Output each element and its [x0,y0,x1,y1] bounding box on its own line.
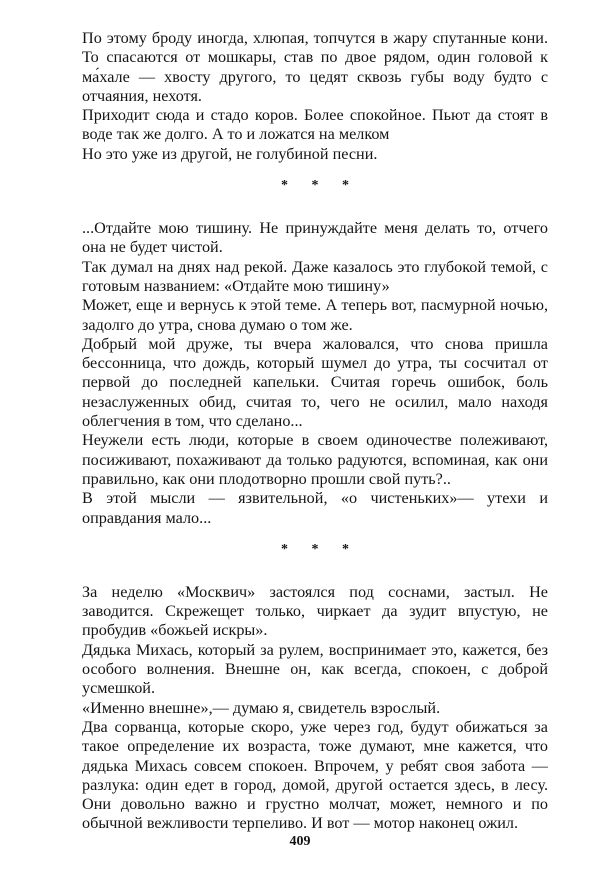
section-1 [82,29,548,164]
paragraph: ...Отдайте мою тишину. Не принуждайте меня делать то, отчего она не будет чистой. [82,219,548,257]
paragraph: Но это уже из другой, не голубиной песни. [82,144,378,163]
paragraph: Может, еще и вернусь к этой теме. А теперь вот, пасмурной ночью, задолго до утра, снова думаю о том же. [82,296,548,334]
paragraph: «Именно внешне»,— думаю я, свидетель взрослый. [82,698,441,717]
paragraph: В этой мысли — язвительной, «о чистеньких»— утехи и оправдания мало... [82,489,548,527]
paragraph: По этому броду иногда, хлюпая, топчутся в жару спутанные кони. То спасаются от мошкары, став по двое рядом, один головой к ма́хале — хвосту другого, то цедят сквозь губы воду будто с отчаяния, нехотя. [82,29,548,105]
section-separator: * * * [281,541,359,557]
paragraph: Дядька Михась, который за рулем, воспринимает это, кажется, без особого волнения. Внешне он, как всегда, спокоен, с доброй усмешкой. [82,640,548,698]
paragraph: Добрый мой друже, ты вчера жаловался, что снова пришла бессонница, что дождь, который шумел до утра, ты сосчитал от первой до последней капельки. Считая горечь ошибок, боль незаслуженных обид, считая то, чего не осилил, мало находя облегчения в том, что сделано... [82,334,548,431]
paragraph: Неужели есть люди, которые в своем одиночестве полеживают, посиживают, похаживают да только радуются, вспоминая, как они правильно, как они плодотворно прошли свой путь?.. [82,431,548,488]
paragraph: Два сорванца, которые скоро, уже через год, будут обижаться за такое определение их возраста, тоже думают, мне кажется, что дядька Михась совсем спокоен. Впрочем, у ребят своя забота — разлука: один едет в город, домой, другой остается здесь, в лесу. Они довольно важно и грустно молчат, может, немного и по обычной вежливости терпеливо. И вот — мотор наконец ожил. [82,717,548,833]
page-number: 409 [289,834,311,849]
section-separator: * * * [281,178,359,194]
paragraph: За неделю «Москвич» застоялся под соснами, застыл. Не заводится. Скрежещет только, чиркает да зудит впустую, не пробудив «божьей искры». [82,582,548,640]
section-3 [82,583,548,834]
page-body [82,29,548,834]
paragraph: Так думал на днях над рекой. Даже казалось это глубокой темой, с готовым названием: «Отдайте мою тишину» [82,257,548,295]
section-2 [82,219,548,528]
paragraph: Приходит сюда и стадо коров. Более спокойное. Пьют да стоят в воде так же долго. А то и ложатся на мелком [82,106,548,144]
